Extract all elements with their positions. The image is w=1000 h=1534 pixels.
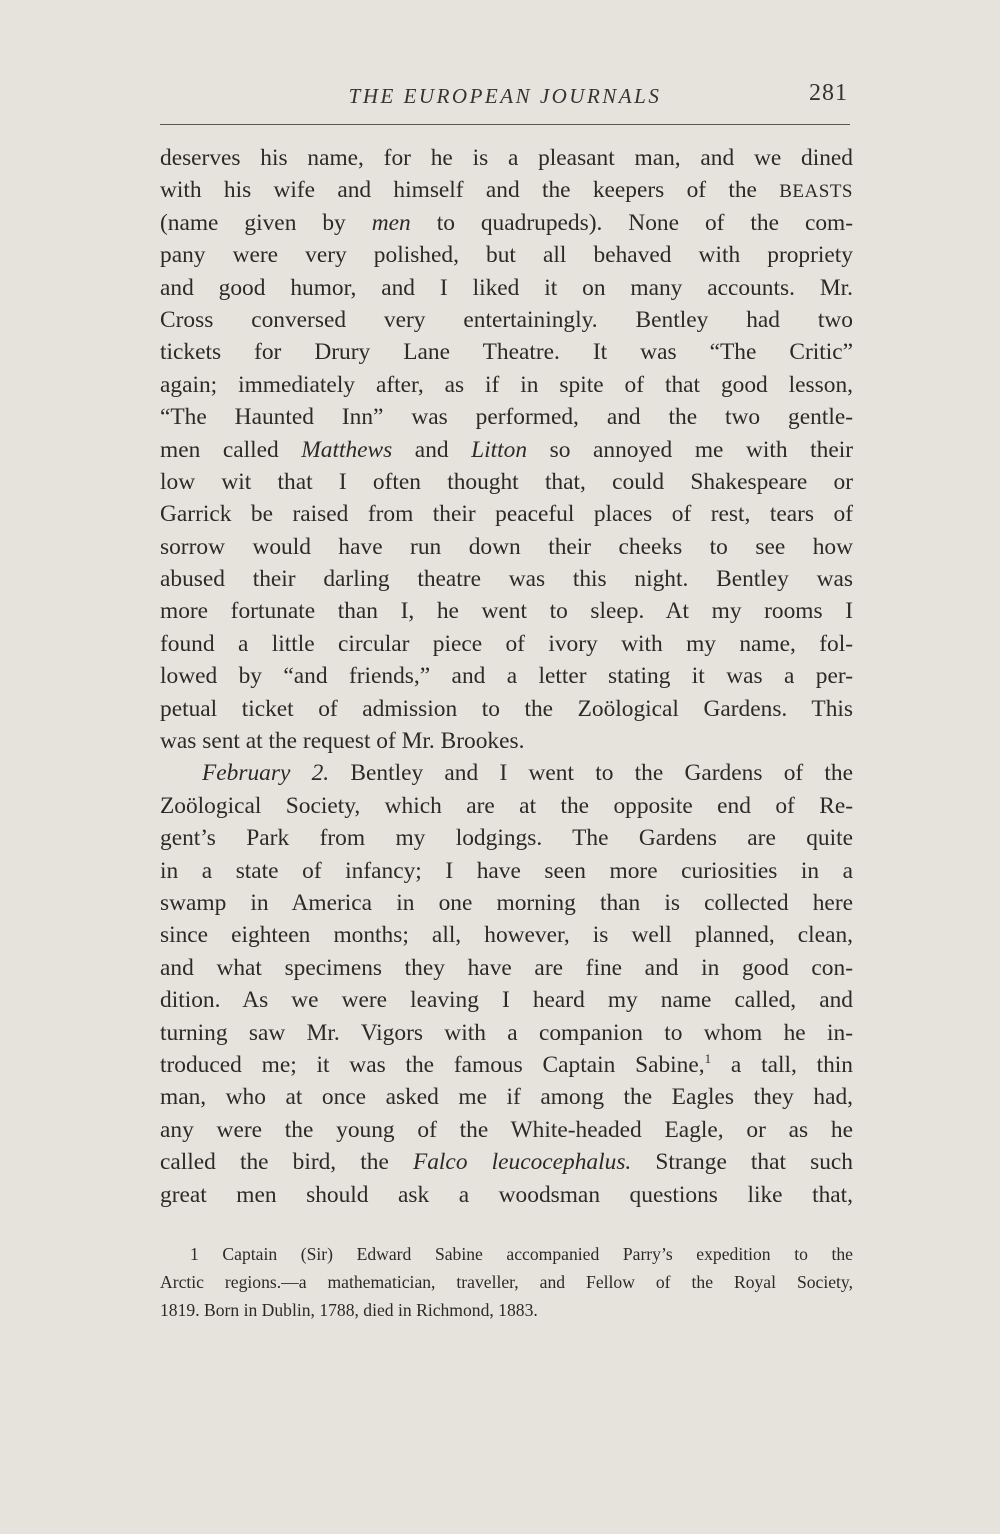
text-line: Garrick be raised from their peaceful places of rest, tears of xyxy=(160,501,853,528)
text-line: sorrow would have run down their cheeks to see how xyxy=(160,533,853,560)
text-line: with his wife and himself and the keepers of the BEASTS xyxy=(160,177,853,204)
text-line: any were the young of the White-headed Eagle, or as he xyxy=(160,1116,853,1143)
text-line: called the bird, the Falco leucocephalus. Strange that such xyxy=(160,1149,853,1176)
text-line: pany were very polished, but all behaved with propriety xyxy=(160,242,853,269)
text-line: gent’s Park from my lodgings. The Gardens are quite xyxy=(160,825,853,852)
text-line: more fortunate than I, he went to sleep. At my rooms I xyxy=(160,598,853,625)
text-line: men called Matthews and Litton so annoyed me with their xyxy=(160,436,853,463)
header-rule xyxy=(160,124,850,125)
italic-text: Falco leucocephalus. xyxy=(412,1149,632,1176)
text-line: Cross conversed very entertainingly. Bentley had two xyxy=(160,306,853,333)
text-line: turning saw Mr. Vigors with a companion to whom he in- xyxy=(160,1019,853,1046)
footnote-line: 1 Captain (Sir) Edward Sabine accompanied Parry’s expedition to the xyxy=(190,1244,853,1264)
text-line: “The Haunted Inn” was performed, and the two gentle- xyxy=(160,404,853,431)
text-line: lowed by “and friends,” and a letter stating it was a per- xyxy=(160,663,853,690)
text-line: man, who at once asked me if among the Eagles they had, xyxy=(160,1084,853,1111)
text-line: since eighteen months; all, however, is well planned, clean, xyxy=(160,922,853,949)
text-line: and what specimens they have are fine and in good con- xyxy=(160,954,853,981)
date-heading: February 2. xyxy=(202,760,330,787)
text-line: low wit that I often thought that, could Shakespeare or xyxy=(160,468,853,495)
body-text xyxy=(160,142,853,1211)
text-line: petual ticket of admission to the Zoölogical Gardens. This xyxy=(160,695,853,722)
italic-text: Matthews xyxy=(301,436,393,463)
text-line: great men should ask a woodsman questions like that, xyxy=(160,1181,853,1208)
text-line: again; immediately after, as if in spite of that good lesson, xyxy=(160,371,853,398)
text-line: was sent at the request of Mr. Brookes. xyxy=(160,728,525,755)
text-line: in a state of infancy; I have seen more curiosities in a xyxy=(160,857,853,884)
text-line: swamp in America in one morning than is collected here xyxy=(160,889,853,916)
text-line: abused their darling theatre was this night. Bentley was xyxy=(160,566,853,593)
text-line: deserves his name, for he is a pleasant man, and we dined xyxy=(160,145,853,171)
footnote-line: Arctic regions.—a mathematician, traveller, and Fellow of the Royal Society, xyxy=(160,1272,853,1292)
italic-text: men xyxy=(371,209,411,236)
text-line: troduced me; it was the famous Captain Sabine,$^1$ a tall, thin xyxy=(160,1051,853,1078)
text-line: Zoölogical Society, which are at the opposite end of Re- xyxy=(160,792,853,819)
text-line: tickets for Drury Lane Theatre. It was “The Critic” xyxy=(160,339,853,366)
text-line: February 2. Bentley and I went to the Gardens of the xyxy=(202,760,853,787)
small-caps-text: BEASTS xyxy=(779,181,853,203)
running-head xyxy=(160,76,850,116)
footnote-reference: 1 xyxy=(704,1051,712,1067)
text-line: and good humor, and I liked it on many accounts. Mr. xyxy=(160,274,853,301)
page-number: 281 xyxy=(809,80,848,106)
text-line: dition. As we were leaving I heard my name called, and xyxy=(160,987,853,1014)
footnote-line: 1819. Born in Dublin, 1788, died in Richmond, 1883. xyxy=(160,1300,538,1320)
italic-text: Litton xyxy=(471,436,528,463)
running-title: THE EUROPEAN JOURNALS xyxy=(348,84,662,108)
footnote-marker: 1 xyxy=(190,1244,199,1264)
text-line: (name given by men to quadrupeds). None of the com- xyxy=(160,209,853,236)
footnote xyxy=(160,1240,853,1324)
text-line: found a little circular piece of ivory with my name, fol- xyxy=(160,630,853,657)
